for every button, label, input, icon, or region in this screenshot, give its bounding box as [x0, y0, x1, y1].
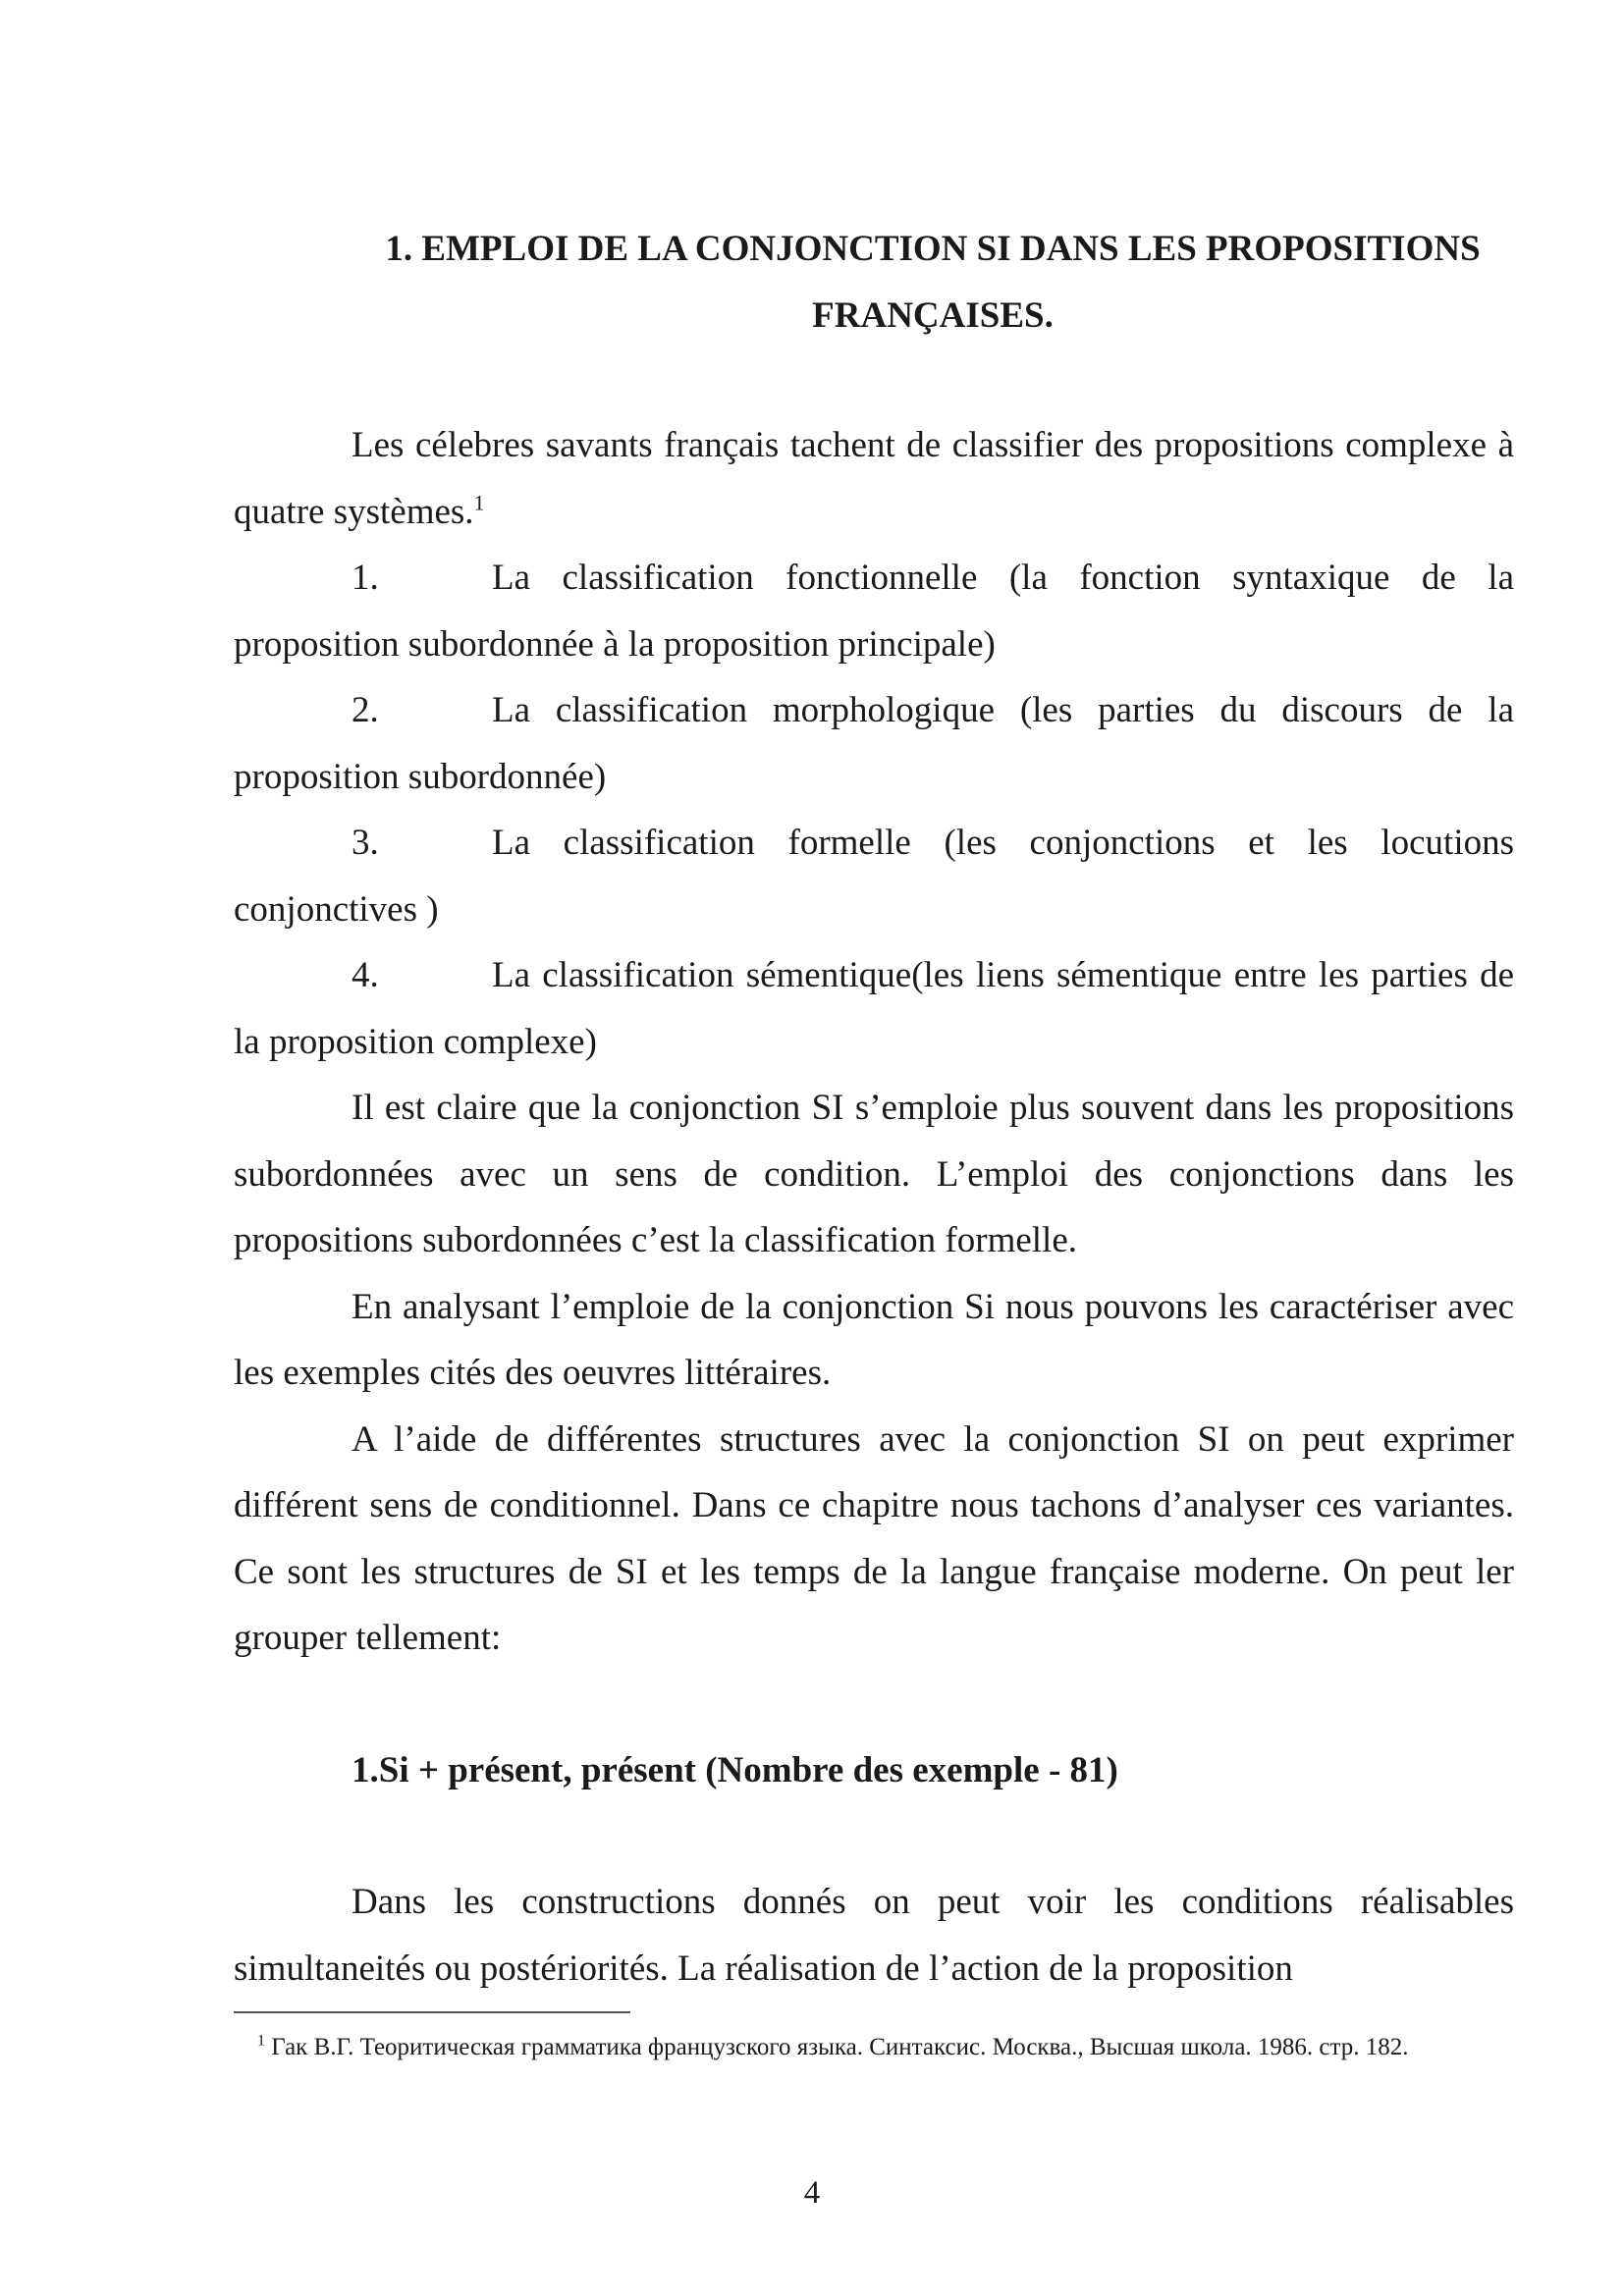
footnote-text: Гак В.Г. Теоритическая грамматика французского языка. Синтаксис. Москва., Высшая школа. 1986. стр. 182. — [271, 2034, 1409, 2060]
list-item — [234, 545, 1514, 677]
chapter-heading-line2: FRANÇAISES. — [812, 295, 1054, 336]
list-item-text: La classification formelle (les conjonctions et les locutions conjonctives ) — [234, 823, 1514, 930]
footnote-number: 1 — [257, 2032, 265, 2050]
spacer — [234, 1803, 1514, 1869]
footnote-separator — [234, 2011, 630, 2013]
list-item — [234, 677, 1514, 810]
list-item-number: 2. — [352, 690, 379, 730]
section-subheading: 1.Si + présent, présent (Nombre des exemple - 81) — [352, 1749, 1118, 1790]
chapter-heading-line1: 1. EMPLOI DE LA CONJONCTION SI DANS LES PROPOSITIONS — [385, 229, 1481, 269]
list-item — [234, 942, 1514, 1075]
list-item-text: La classification sémentique(les liens sémentique entre les parties de la proposition complexe) — [234, 955, 1514, 1062]
list-item-number: 1. — [352, 558, 379, 598]
intro-text: Les célebres savants français tachent de classifier des propositions complexe à quatre systèmes. — [234, 425, 1514, 532]
footnote-reference: 1 — [473, 490, 485, 515]
intro-paragraph — [234, 412, 1514, 545]
list-item-text: La classification fonctionnelle (la fonction syntaxique de la proposition subordonnée à la proposition principale) — [234, 558, 1514, 665]
list-item-text: La classification morphologique (les parties du discours de la proposition subordonnée) — [234, 690, 1514, 797]
page-number: 4 — [803, 2175, 821, 2211]
list-item-number: 3. — [352, 823, 379, 863]
chapter-heading — [234, 216, 1514, 349]
body-paragraph: Dans les constructions donnés on peut voir les conditions réalisables simultaneités ou postériorités. La réalisation de l’action de la proposition — [234, 1882, 1514, 1989]
list-item — [234, 810, 1514, 942]
footnote — [234, 2024, 1514, 2071]
spacer — [234, 349, 1514, 412]
body-paragraph: A l’aide de différentes structures avec la conjonction SI on peut exprimer différent sens de conditionnel. Dans ce chapitre nous tachons d’analyser ces variantes. Ce sont les structures de SI et les temps de la langue française moderne. On peut ler grouper tellement: — [234, 1418, 1514, 1658]
page-body — [234, 216, 1514, 2002]
list-item-number: 4. — [352, 955, 379, 995]
body-paragraph: En analysant l’emploie de la conjonction Si nous pouvons les caractériser avec les exemples cités des oeuvres littéraires. — [234, 1286, 1514, 1393]
body-paragraph: Il est claire que la conjonction SI s’emploie plus souvent dans les propositions subordonnées avec un sens de condition. L’emploi des conjonctions dans les propositions subordonnées c’est la classification formelle. — [234, 1088, 1514, 1260]
spacer — [234, 1672, 1514, 1737]
